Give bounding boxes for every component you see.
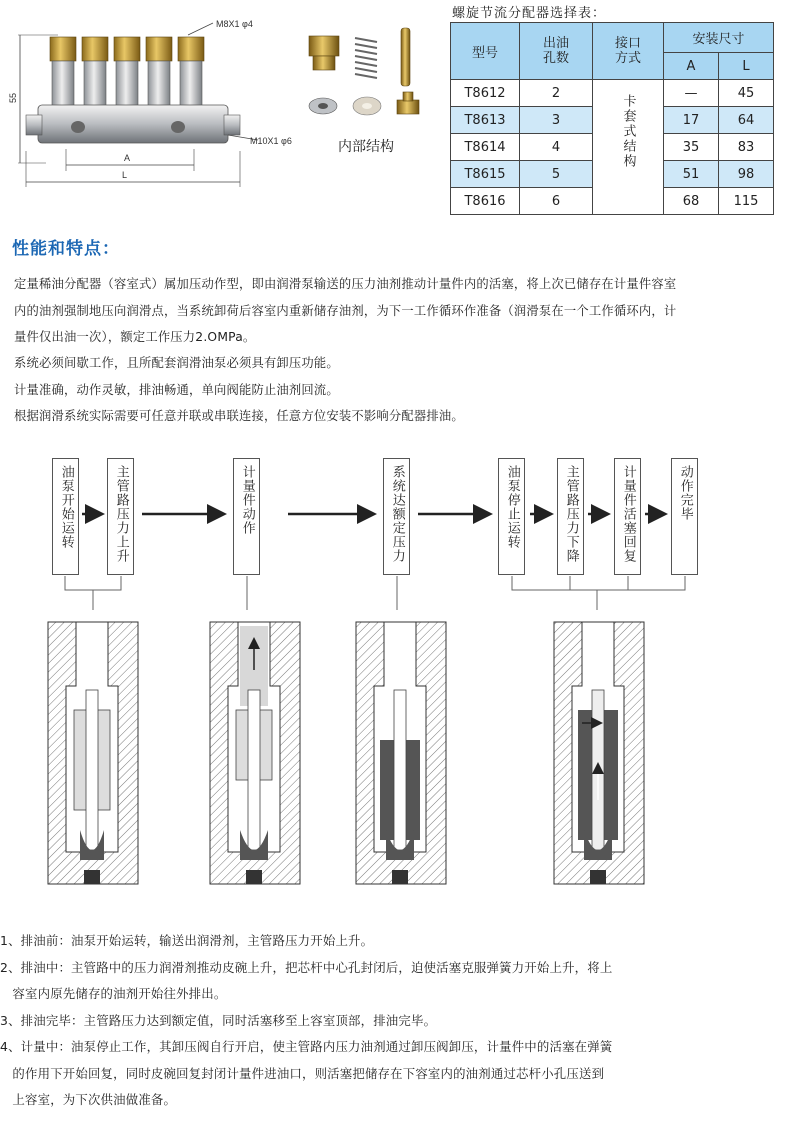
header-l: L [719, 53, 774, 80]
cell-port: 卡套式结构 [593, 80, 664, 215]
cell-a: 35 [664, 134, 719, 161]
step-line: 1、排油前：油泵开始运转，输送出润滑剂，主管路压力开始上升。 [0, 933, 374, 948]
step-line: 容室内原先储存的油剂开始往外排出。 [0, 986, 227, 1001]
feature-line: 内的油剂强制地压向润滑点，当系统卸荷后容室内重新储存油剂，为下一工作循环作准备（润滑泵在一个工作循环内，计 [14, 304, 677, 318]
cell-model: T8614 [451, 134, 520, 161]
cell-model: T8616 [451, 188, 520, 215]
cell-outlets: 6 [520, 188, 593, 215]
header-a: A [664, 53, 719, 80]
feature-line: 计量准确，动作灵敏，排油畅通，单向阀能防止油剂回流。 [14, 383, 339, 397]
top-thread-label: M8X1 φ4 [216, 19, 253, 29]
flow-box-rated-pressure: 系统达额定压力 [383, 458, 410, 575]
cell-model: T8613 [451, 107, 520, 134]
table-title: 螺旋节流分配器选择表： [452, 6, 607, 21]
section-discharge-complete [356, 622, 446, 884]
distributor-product-drawing [8, 15, 318, 195]
cell-outlets: 5 [520, 161, 593, 188]
step-line: 的作用下开始回复，同时皮碗回复封闭计量件进油口，则活塞把储存在下容室内的油剂通过芯杆小孔压送到 [0, 1066, 605, 1081]
selection-table [450, 22, 774, 215]
features-title: 性能和特点： [12, 239, 120, 259]
flow-box-meter-action: 计量件动作 [233, 458, 260, 575]
section-before-discharge [48, 622, 138, 884]
cell-l: 45 [719, 80, 774, 107]
flow-box-done: 动作完毕 [671, 458, 698, 575]
flow-box-pump-stop: 油泵停止运转 [498, 458, 525, 575]
cell-outlets: 2 [520, 80, 593, 107]
cell-model: T8612 [451, 80, 520, 107]
side-thread-label: M10X1 φ6 [250, 136, 292, 146]
cell-l: 83 [719, 134, 774, 161]
parts-caption: 内部结构 [338, 139, 394, 155]
cell-model: T8615 [451, 161, 520, 188]
cell-outlets: 4 [520, 134, 593, 161]
step-line: 上容室，为下次供油做准备。 [0, 1092, 177, 1107]
section-discharging [210, 622, 300, 884]
feature-line: 系统必须间歇工作，且所配套润滑油泵必须具有卸压功能。 [14, 356, 339, 370]
cell-a: — [664, 80, 719, 107]
header-outlets: 出油孔数 [520, 23, 593, 80]
cell-l: 115 [719, 188, 774, 215]
dim-a-label: A [124, 153, 131, 163]
cell-a: 17 [664, 107, 719, 134]
feature-line: 定量稀油分配器（容室式）属加压动作型，即由润滑泵输送的压力油剂推动计量件内的活塞，将上次已储存在计量件容室 [14, 277, 677, 291]
flow-arrows-and-sections [0, 440, 785, 920]
cell-a: 68 [664, 188, 719, 215]
height-dim-label: 55 [8, 92, 18, 103]
step-line: 4、计量中：油泵停止工作，其卸压阀自行开启，使主管路内压力油剂通过卸压阀卸压，计量件中的活塞在弹簧 [0, 1039, 613, 1054]
feature-line: 根据润滑系统实际需要可任意并联或串联连接，任意方位安装不影响分配器排油。 [14, 409, 464, 423]
cell-l: 98 [719, 161, 774, 188]
cell-outlets: 3 [520, 107, 593, 134]
internal-parts-drawing [305, 20, 440, 130]
flow-box-pressure-drop: 主管路压力下降 [557, 458, 584, 575]
dim-l-label: L [122, 170, 128, 180]
header-port: 接口方式 [593, 23, 664, 80]
header-size: 安装尺寸 [664, 23, 774, 53]
flow-box-pump-start: 油泵开始运转 [52, 458, 79, 575]
cell-a: 51 [664, 161, 719, 188]
cell-l: 64 [719, 107, 774, 134]
flow-box-pressure-rise: 主管路压力上升 [107, 458, 134, 575]
section-metering [554, 622, 644, 884]
header-model: 型号 [451, 23, 520, 80]
step-line: 2、排油中：主管路中的压力润滑剂推动皮碗上升，把芯杆中心孔封闭后，迫使活塞克服弹簧力开始上升，将上 [0, 960, 613, 975]
step-line: 3、排油完毕：主管路压力达到额定值，同时活塞移至上容室顶部，排油完毕。 [0, 1013, 437, 1028]
table-row [451, 80, 774, 107]
flow-box-piston-return: 计量件活塞回复 [614, 458, 641, 575]
feature-line: 量件仅出油一次），额定工作压力2.OMPa。 [14, 330, 256, 344]
